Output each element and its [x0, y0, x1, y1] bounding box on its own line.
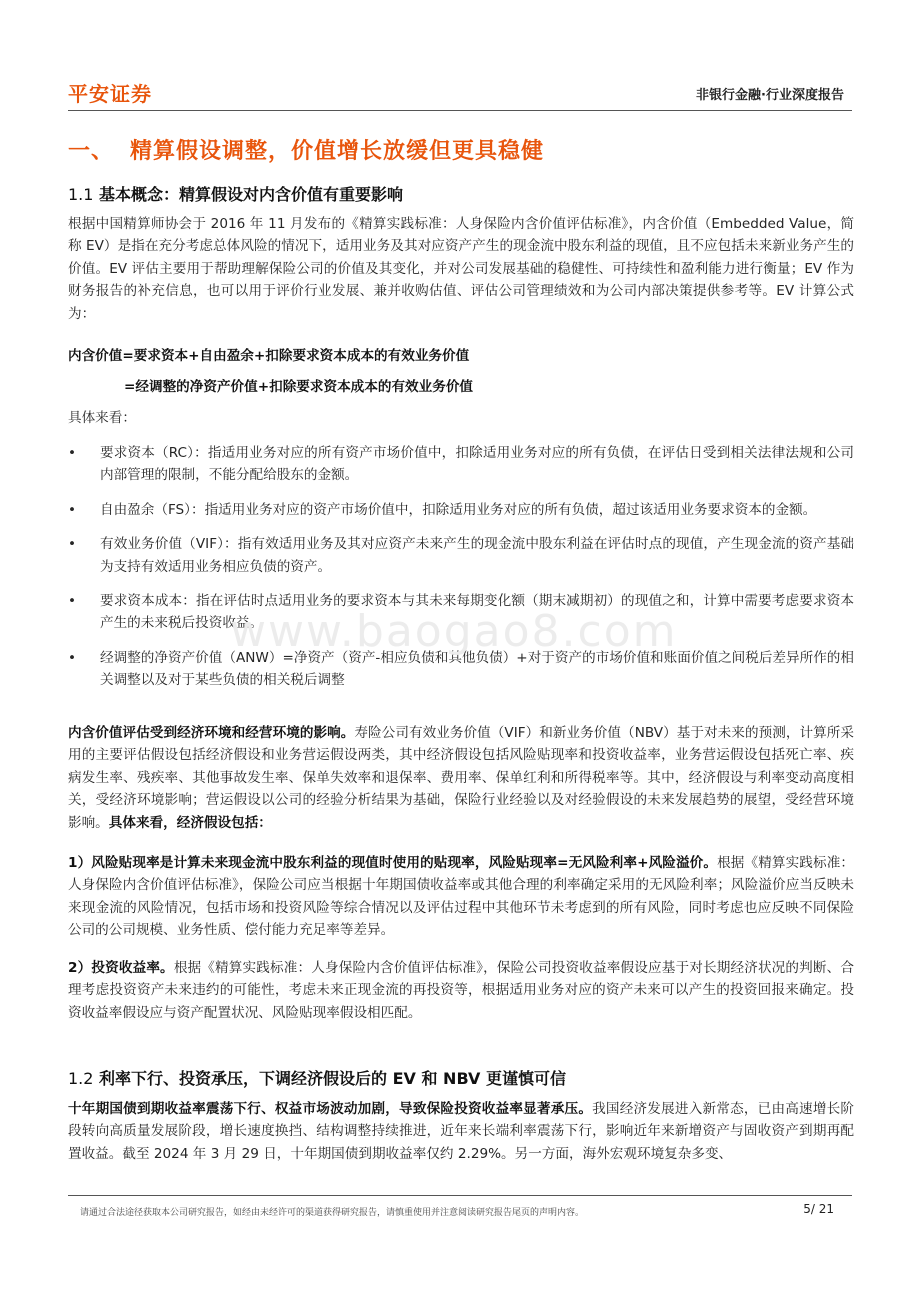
- paragraph-body: 根据《精算实践标准：人身保险内含价值评估标准》，保险公司应当根据十年期国债收益率或其他合理的利率确定采用的无风险利率；风险溢价应当反映未来现金流的风险情况，包括市场和投资风险等综合情况以及评估过程中其他环节未考虑到的所有风险，同时考虑也应反映不同保险公司的公司规模、业务性质、偿付能力充足率等差异。: [68, 855, 854, 939]
- paragraph-body: 寿险公司有效业务价值（VIF）和新业务价值（NBV）基于对未来的预测，计算所采用的主要评估假设包括经济假设和业务营运假设两类，其中经济假设包括风险贴现率和投资收益率，业务营运假设包括死亡率、疾病发生率、残疾率、其他事故发生率、保单失效率和退保率、费用率、保单红利和所得税率等。其中，经济假设与利率变动高度相关，受经济环境影响；营运假设以公司的经验分析结果为基础，保险行业经验以及对经验假设的未来发展趋势的展望，受经营环境影响。: [68, 725, 854, 831]
- subsection-heading-1-2: [68, 1066, 566, 1089]
- paragraph-lead: 十年期国债到期收益率震荡下行、权益市场波动加剧，导致保险投资收益率显著承压。: [68, 1101, 593, 1117]
- footer-disclaimer: 请通过合法途径获取本公司研究报告，如经由未经许可的渠道获得研究报告，请慎重使用并注意阅读研究报告尾页的声明内容。: [80, 1208, 585, 1218]
- formula-line-2: =经调整的净资产价值+扣除要求资本成本的有效业务价值: [124, 379, 474, 395]
- list-item: • 要求资本（RC）：指适用业务对应的所有资产市场价值中，扣除适用业务对应的所有负债，在评估日受到相关法律法规和公司内部管理的限制，不能分配给股东的金额。: [68, 442, 854, 487]
- paragraph-body: 我国经济发展进入新常态，已由高速增长阶段转向高质量发展阶段，增长速度换挡、结构调整持续推进，近年来长端利率震荡下行，影响近年来新增资产与固收资产到期再配置收益。截至 2024 年 3 月 29 日，十年期国债到期收益率仅约 2.29%。另一方面，海外宏观环境复杂多变、: [68, 1101, 855, 1162]
- page-number: 5/ 21: [803, 1202, 834, 1216]
- page-header: [68, 76, 850, 110]
- subsection-title: 基本概念：精算假设对内含价值有重要影响: [99, 185, 404, 204]
- paragraph-body: 根据《精算实践标准：人身保险内含价值评估标准》，保险公司投资收益率假设应基于对长期经济状况的判断、合理考虑投资资产未来违约的可能性，考虑未来正现金流的再投资等，根据适用业务对应的资产未来可以产生的投资回报来确定。投资收益率假设应与资产配置状况、风险贴现率假设相匹配。: [68, 960, 854, 1021]
- section-title: 精算假设调整，价值增长放缓但更具稳健: [130, 139, 545, 164]
- formula-line-1: 内含价值=要求资本+自由盈余+扣除要求资本成本的有效业务价值: [68, 348, 470, 364]
- list-item: • 要求资本成本：指在评估时点适用业务的要求资本与其未来每期变化额（期末减期初）的现值之和，计算中需要考虑要求资本产生的未来税后投资收益。: [68, 590, 854, 635]
- definition-list: [68, 442, 854, 704]
- bullet-icon: •: [68, 445, 77, 461]
- header-divider: [68, 110, 852, 111]
- specifics-label: 具体来看：: [68, 410, 136, 426]
- paragraph-lead: 内含价值评估受到经济环境和经营环境的影响。: [68, 725, 355, 741]
- paragraph-lead: 2）投资收益率。: [68, 960, 174, 976]
- bullet-icon: •: [68, 536, 77, 553]
- bullet-icon: •: [68, 593, 77, 610]
- list-item: • 自由盈余（FS）：指适用业务对应的资产市场价值中，扣除适用业务对应的所有负债，超过该适用业务要求资本的金额。: [68, 499, 854, 521]
- subsection-title: 利率下行、投资承压，下调经济假设后的 EV 和 NBV 更谨慎可信: [99, 1069, 566, 1088]
- rate-paragraph: [68, 1098, 854, 1165]
- report-type: 非银行金融·行业深度报告: [696, 88, 844, 103]
- intro-paragraph: 根据中国精算师协会于 2016 年 11 月发布的《精算实践标准：人身保险内含价值评估标准》，内含价值（Embedded Value，简称 EV）是指在充分考虑总体风险的情况下，适用业务及其对应资产产生的现金流中股东利益的现值，且不应包括未来新业务产生的价值。EV 评估主要用于帮助理解保险公司的价值及其变化，并对公司发展基础的稳健性、可持续性和盈利能力进行衡量；EV 作为财务报告的补充信息，也可以用于评价行业发展、兼并收购估值、评估公司管理绩效和为公司内部决策提供参考等。EV 计算公式为：: [68, 216, 854, 322]
- paragraph-tail: 具体来看，经济假设包括：: [108, 814, 272, 831]
- risk-discount-paragraph: [68, 852, 854, 942]
- list-item: • 有效业务价值（VIF）：指有效适用业务及其对应资产未来产生的现金流中股东利益在评估时点的现值，产生现金流的资产基础为支持有效适用业务相应负债的资产。: [68, 533, 854, 578]
- bullet-icon: •: [68, 501, 77, 518]
- section-heading: [68, 134, 544, 165]
- company-logo: 平安证券: [68, 82, 152, 106]
- subsection-heading-1-1: [68, 182, 403, 205]
- valuation-paragraph: [68, 722, 854, 834]
- footer-divider: [68, 1195, 852, 1196]
- subsection-number: 1.2: [68, 1069, 94, 1088]
- subsection-number: 1.1: [68, 185, 94, 204]
- watermark: www.baogao8.com: [230, 606, 678, 657]
- paragraph-lead: 1）风险贴现率是计算未来现金流中股东利益的现值时使用的贴现率，风险贴现率=无风险利率+风险溢价。: [68, 855, 718, 871]
- list-item: • 经调整的净资产价值（ANW）=净资产（资产-相应负债和其他负债）+对于资产的市场价值和账面价值之间税后差异所作的相关调整以及对于某些负债的相关税后调整: [68, 647, 854, 692]
- bullet-icon: •: [68, 649, 77, 666]
- section-number: 一、: [68, 139, 115, 164]
- investment-return-paragraph: [68, 957, 854, 1024]
